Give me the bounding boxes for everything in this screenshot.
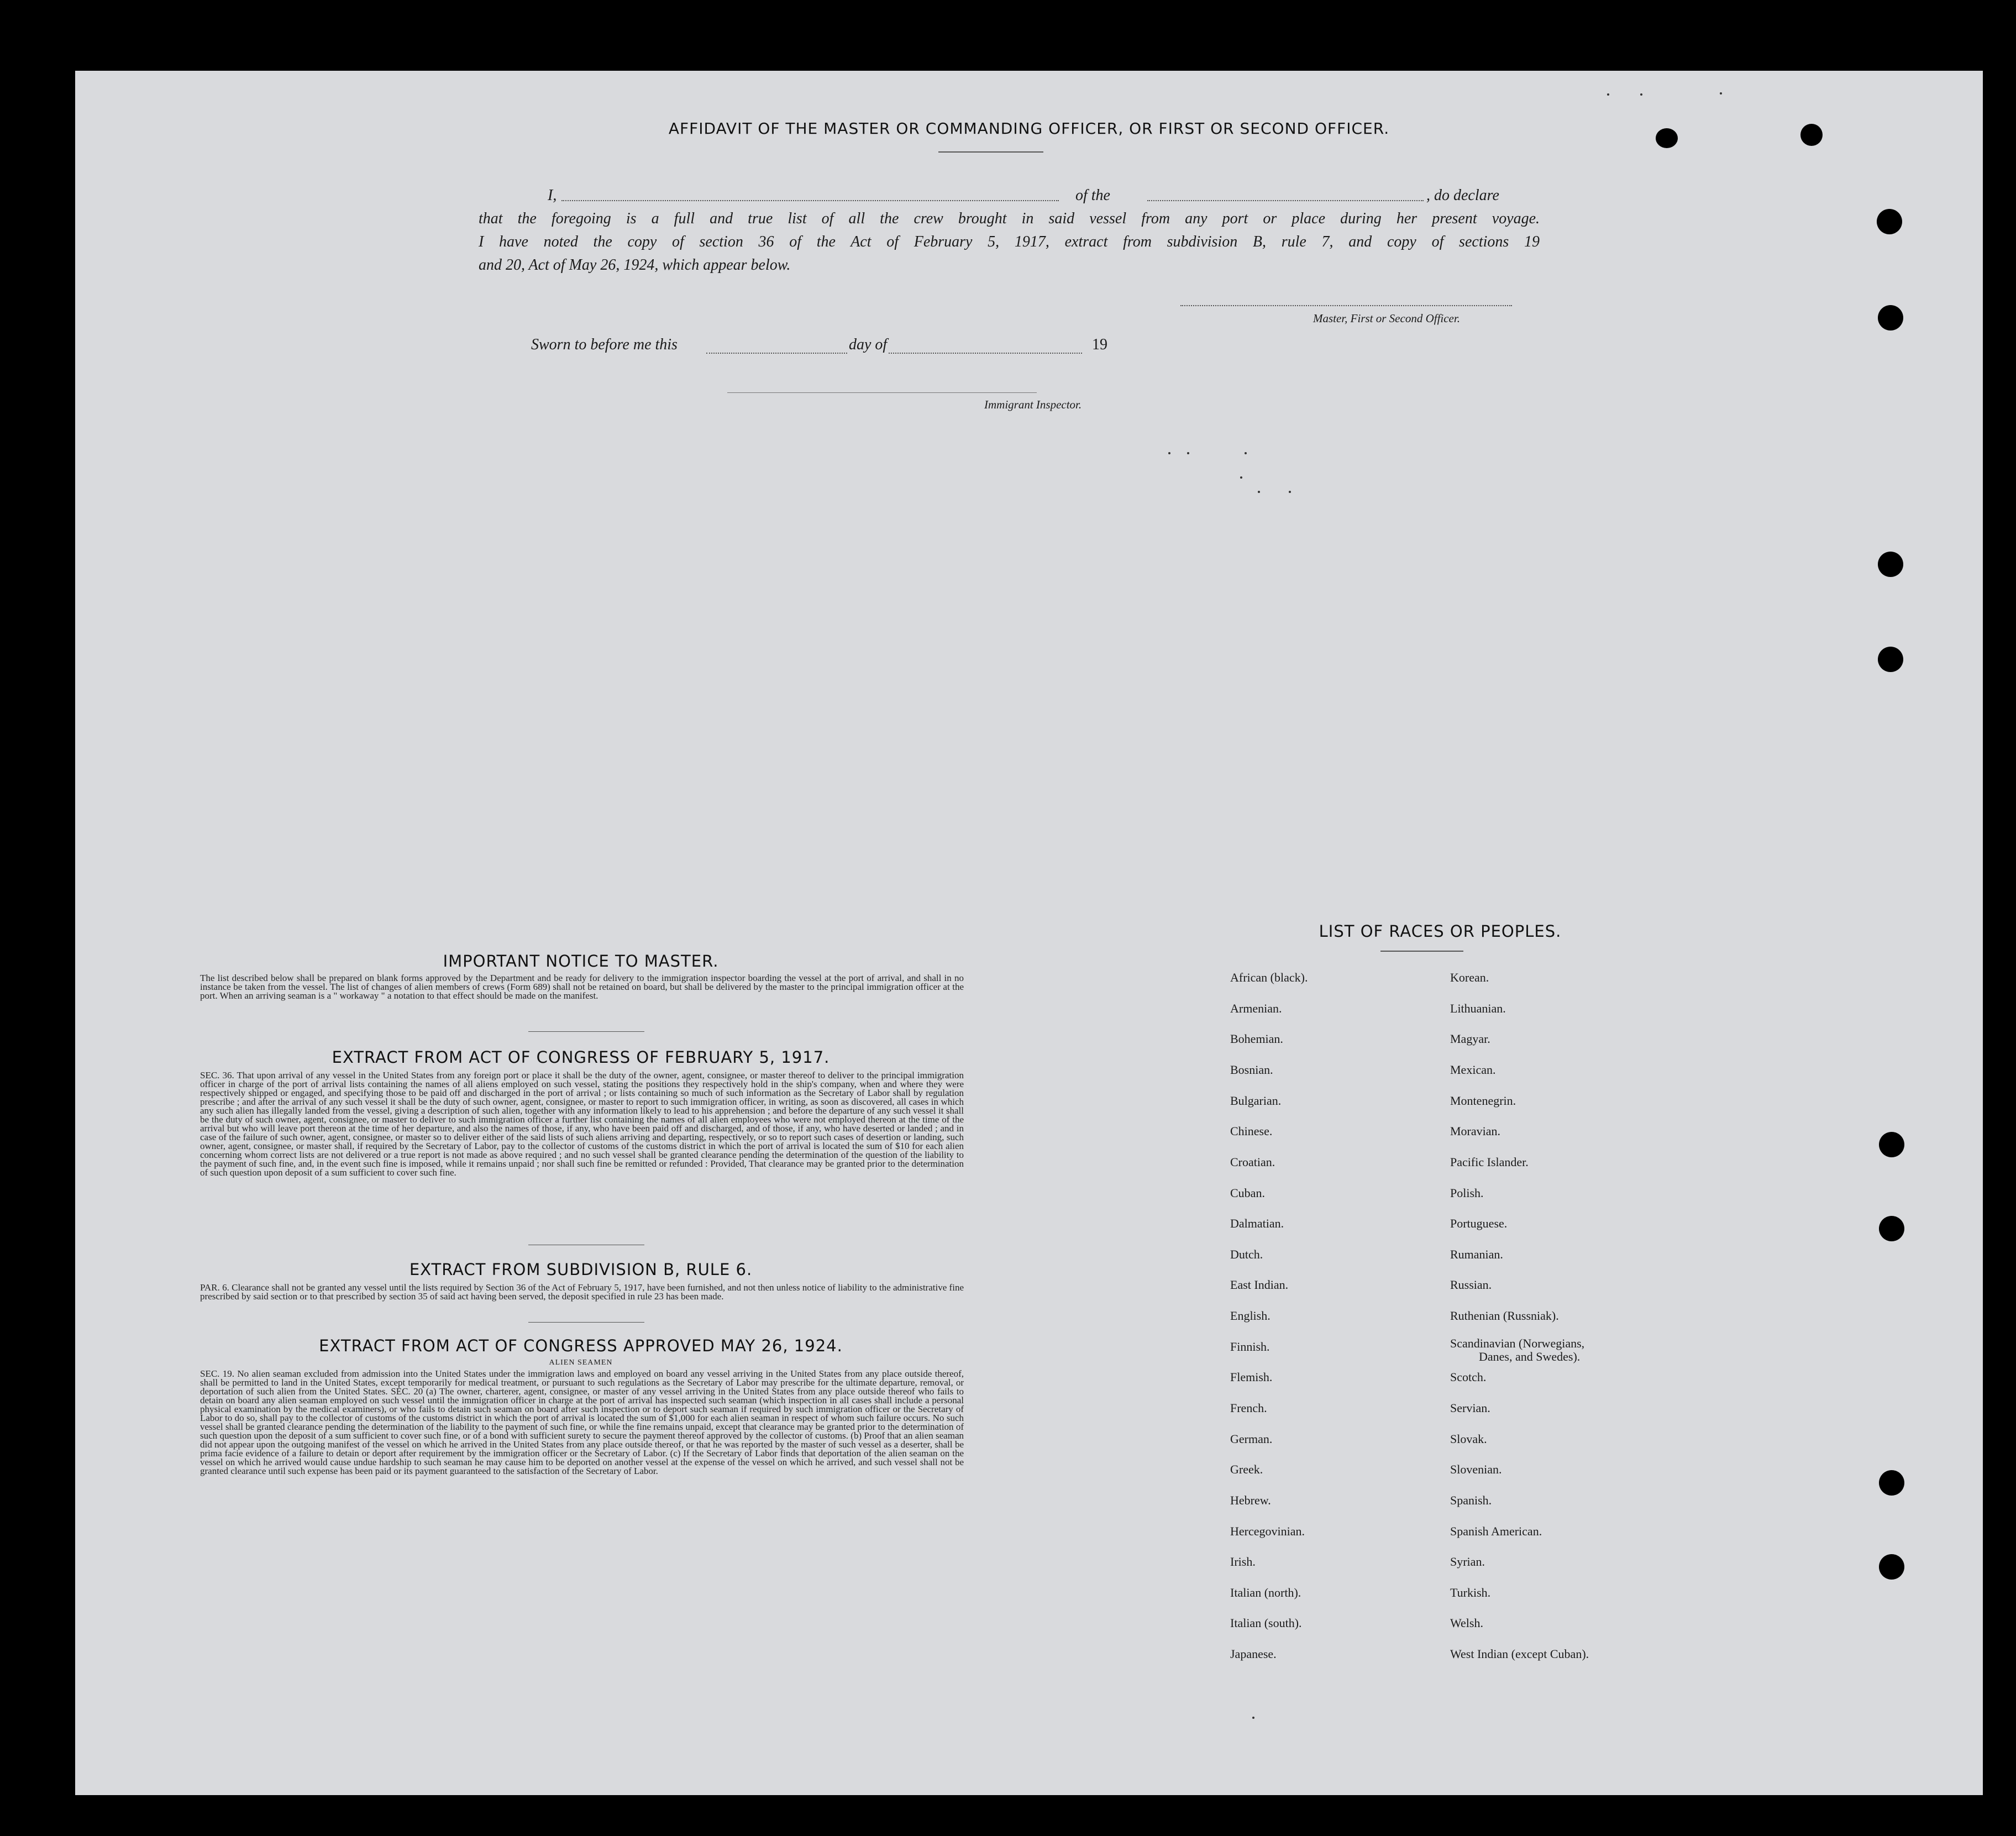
- race-item: Lithuanian.: [1450, 1001, 1506, 1015]
- speck: [1640, 93, 1642, 96]
- signature-label: Master, First or Second Officer.: [1313, 312, 1460, 325]
- speck: [1168, 452, 1170, 454]
- race-item: Flemish.: [1230, 1370, 1273, 1384]
- punch-hole: [1879, 1554, 1904, 1580]
- race-item: West Indian (except Cuban).: [1450, 1647, 1589, 1661]
- speck: [1607, 93, 1609, 96]
- affidavit-line-2: that the foregoing is a full and true list of all the crew brought in said vessel from any port or place during her present voyage.: [479, 210, 1540, 227]
- inspector-line: [727, 392, 1037, 393]
- of-the-label: of the: [1075, 187, 1110, 204]
- affidavit-line-3: I have noted the copy of section 36 of the Act of February 5, 1917, extract from subdivision B, rule 7, and copy of sections 19: [479, 233, 1540, 250]
- race-item: Bohemian.: [1230, 1032, 1283, 1046]
- i-label: I,: [548, 187, 557, 204]
- subdivision-title: EXTRACT FROM SUBDIVISION B, RULE 6.: [409, 1260, 753, 1279]
- affidavit-title: AFFIDAVIT OF THE MASTER OR COMMANDING OFFICER, OR FIRST OR SECOND OFFICER.: [668, 119, 1390, 138]
- race-item: Slovak.: [1450, 1432, 1487, 1446]
- race-item: Chinese.: [1230, 1124, 1273, 1138]
- race-item: Mexican.: [1450, 1063, 1496, 1077]
- vessel-blank: [1147, 200, 1424, 201]
- signature-blank: [1180, 305, 1512, 306]
- alien-seamen-subtitle: ALIEN SEAMEN: [549, 1358, 613, 1367]
- punch-hole: [1878, 552, 1903, 577]
- do-declare-label: , do declare: [1426, 187, 1499, 204]
- race-item: Russian.: [1450, 1278, 1492, 1292]
- race-item: Magyar.: [1450, 1032, 1490, 1046]
- race-item: Japanese.: [1230, 1647, 1277, 1661]
- race-item: Ruthenian (Russniak).: [1450, 1309, 1559, 1323]
- race-item: Turkish.: [1450, 1586, 1491, 1599]
- race-item: Cuban.: [1230, 1186, 1265, 1200]
- notice-divider: [528, 1031, 644, 1032]
- race-item-continuation: Danes, and Swedes).: [1479, 1350, 1581, 1363]
- speck: [1240, 476, 1242, 479]
- race-item: Hebrew.: [1230, 1493, 1271, 1507]
- race-item: Hercegovinian.: [1230, 1524, 1305, 1538]
- year-label: 19: [1092, 336, 1107, 353]
- race-item: Finnish.: [1230, 1340, 1270, 1354]
- subdivision-body: PAR. 6. Clearance shall not be granted any vessel until the lists required by Section 36 of the Act of February 5, 1917, have been furnished, and not then unless notice of liability to the administrative fine prescribed by said section or to that prescribed by section 35 of said act having been served, the deposit specified in rule 23 has been made.: [200, 1282, 964, 1302]
- punch-hole: [1800, 124, 1823, 146]
- races-divider: [1380, 951, 1463, 952]
- extract-1924-body: SEC. 19. No alien seaman excluded from admission into the United States under the immigration laws and employed on board any vessel arriving in the United States from any place outside thereof, shall be permitted to land in the United States, except temporarily for medical treatment, or pursuant to such regulations as the Secretary of Labor may prescribe for the ultimate departure, removal, or deportation of such alien from the United States. SEC. 20 (a) The owner, charterer, agent, consignee, or master of any vessel arriving in the United States from any place outside thereof who fails to detain on board any alien seaman employed on such vessel until the immigration officer in charge at the port of arrival has inspected such seaman (which inspection in all cases shall include a personal physical examination by the medical examiners), or who fails to detain such seaman on board after such inspection or to deport such seaman if required by such immigration officer or the Secretary of Labor to do so, shall pay to the collector of customs of the customs district in which the port of arrival is located the sum of $1,000 for each alien seaman in respect of whom such failure occurs. No such vessel shall be granted clearance pending the determination of the liability to the payment of such fine, or while the fine remains unpaid, except that clearance may be granted prior to the determination of such question upon the deposit of a sum sufficient to cover such fine, or of a bond with sufficient surety to secure the payment thereof approved by the collector of customs. (b) Proof that an alien seaman did not appear upon the outgoing manifest of the vessel on which he arrived in the United States from any place outside thereof, or that he was reported by the master of such vessel as a deserter, shall be prima facie evidence of a failure to detain or deport after requirement by the immigration officer or the Secretary of Labor. (c) If the Secretary of Labor finds that deportation of the alien seaman on the vessel on which he arrived would cause undue hardship to such seaman he may cause him to be deported on another vessel at the expense of the vessel on which he arrived, and such vessel shall not be granted clearance until such expense has been paid or its payment guaranteed to the satisfaction of the Secretary of Labor.: [200, 1368, 964, 1476]
- title-divider: [938, 151, 1043, 153]
- month-blank: [889, 353, 1082, 354]
- race-item: East Indian.: [1230, 1278, 1289, 1292]
- punch-hole: [1878, 647, 1903, 672]
- speck: [1720, 92, 1722, 95]
- race-item: Moravian.: [1450, 1124, 1501, 1138]
- speck: [1245, 452, 1247, 454]
- notice-title: IMPORTANT NOTICE TO MASTER.: [443, 952, 719, 971]
- race-item: Italian (south).: [1230, 1616, 1302, 1630]
- race-item: Dutch.: [1230, 1247, 1263, 1261]
- race-item: Bosnian.: [1230, 1063, 1273, 1077]
- race-item: Spanish American.: [1450, 1524, 1542, 1538]
- affidavit-line-4: and 20, Act of May 26, 1924, which appear below.: [479, 256, 791, 274]
- sworn-label: Sworn to before me this: [531, 336, 678, 353]
- race-item: Armenian.: [1230, 1001, 1282, 1015]
- document-page: [75, 71, 1983, 1795]
- race-item: Italian (north).: [1230, 1586, 1301, 1599]
- race-item: Greek.: [1230, 1462, 1263, 1476]
- day-of-label: day of: [849, 336, 888, 353]
- race-item: Korean.: [1450, 971, 1489, 984]
- subdivision-divider: [528, 1322, 644, 1323]
- race-item: Montenegrin.: [1450, 1094, 1516, 1108]
- inspector-label: Immigrant Inspector.: [984, 398, 1082, 411]
- race-item: Scandinavian (Norwegians,: [1450, 1336, 1585, 1350]
- name-blank: [561, 200, 1059, 201]
- race-item: Polish.: [1450, 1186, 1484, 1200]
- race-item: Dalmatian.: [1230, 1216, 1284, 1230]
- race-item: Slovenian.: [1450, 1462, 1502, 1476]
- race-item: Croatian.: [1230, 1155, 1275, 1169]
- extract-1917-body: SEC. 36. That upon arrival of any vessel in the United States from any foreign port or place it shall be the duty of the owner, agent, consignee, or master thereof to deliver to the principal immigration officer in charge of the port of arrival lists containing the names of all aliens employed on such vessel, stating the positions they respectively hold in the ship's company, when and where they were respectively shipped or engaged, and specifying those to be paid off and discharged in the port of arrival ; or lists containing so much of such information as the Secretary of Labor shall by regulation prescribe ; and after the arrival of any such vessel it shall be the duty of such owner, agent, consignee, or master to report to such immigration officer, in writing, as soon as discovered, all cases in which any such alien has illegally landed from the vessel, giving a description of such alien, together with any information likely to lead to his apprehension ; and before the departure of any such vessel it shall be the duty of such owner, agent, consignee, or master to deliver to such immigration officer a further list containing the names of all alien employees who were not employed thereon at the time of the arrival but who will leave port thereon at the time of her departure, and also the names of those, if any, who have been paid off and discharged, and of those, if any, who have deserted or landed ; and in case of the failure of such owner, agent, consignee, or master so to deliver either of the said lists of such aliens arriving and departing, respectively, or so to report such cases of desertion or landing, such owner, agent, consignee, or master shall, if required by the Secretary of Labor, pay to the collector of customs of the customs district in which the port of arrival is located the sum of $10 for each alien concerning whom correct lists are not delivered or a true report is not made as above required ; and no such vessel shall be granted clearance pending the determination of the question of the liability to the payment of such fine, and, in the event such fine is imposed, while it remains unpaid ; nor shall such fine be remitted or refunded : Provided, That clearance may be granted prior to the determination of such question upon deposit of a sum sufficient to cover such fine.: [200, 1070, 964, 1178]
- race-item: Irish.: [1230, 1555, 1256, 1569]
- notice-body: The list described below shall be prepared on blank forms approved by the Department and be ready for delivery to the immigration inspector boarding the vessel at the port of arrival, and shall in no instance be taken from the vessel. The list of changes of alien members of crews (Form 689) shall not be retained on board, but shall be delivered by the master to the principal immigration officer at the port. When an arriving seaman is a " workaway " a notation to that effect should be made on the manifest.: [200, 973, 964, 1001]
- punch-hole: [1879, 1470, 1904, 1496]
- race-item: Scotch.: [1450, 1370, 1487, 1384]
- race-item: Welsh.: [1450, 1616, 1483, 1630]
- race-item: English.: [1230, 1309, 1271, 1323]
- speck: [1187, 452, 1189, 454]
- punch-hole: [1879, 1216, 1904, 1241]
- punch-hole: [1878, 305, 1903, 331]
- extract-1924-title: EXTRACT FROM ACT OF CONGRESS APPROVED MAY 26, 1924.: [319, 1336, 843, 1355]
- race-item: Syrian.: [1450, 1555, 1485, 1569]
- race-item: Pacific Islander.: [1450, 1155, 1529, 1169]
- extract-1917-title: EXTRACT FROM ACT OF CONGRESS OF FEBRUARY 5, 1917.: [332, 1048, 830, 1067]
- race-item: Servian.: [1450, 1401, 1490, 1415]
- punch-hole: [1656, 128, 1678, 148]
- race-item: Bulgarian.: [1230, 1094, 1282, 1108]
- punch-hole: [1877, 209, 1902, 234]
- speck: [1258, 491, 1260, 493]
- punch-hole: [1879, 1132, 1904, 1157]
- races-title: LIST OF RACES OR PEOPLES.: [1319, 922, 1562, 941]
- race-item: Spanish.: [1450, 1493, 1492, 1507]
- race-item: German.: [1230, 1432, 1273, 1446]
- race-item: Rumanian.: [1450, 1247, 1503, 1261]
- race-item: African (black).: [1230, 971, 1308, 984]
- race-item: Portuguese.: [1450, 1216, 1508, 1230]
- day-blank: [706, 353, 847, 354]
- speck: [1252, 1717, 1254, 1719]
- race-item: French.: [1230, 1401, 1267, 1415]
- speck: [1289, 491, 1291, 493]
